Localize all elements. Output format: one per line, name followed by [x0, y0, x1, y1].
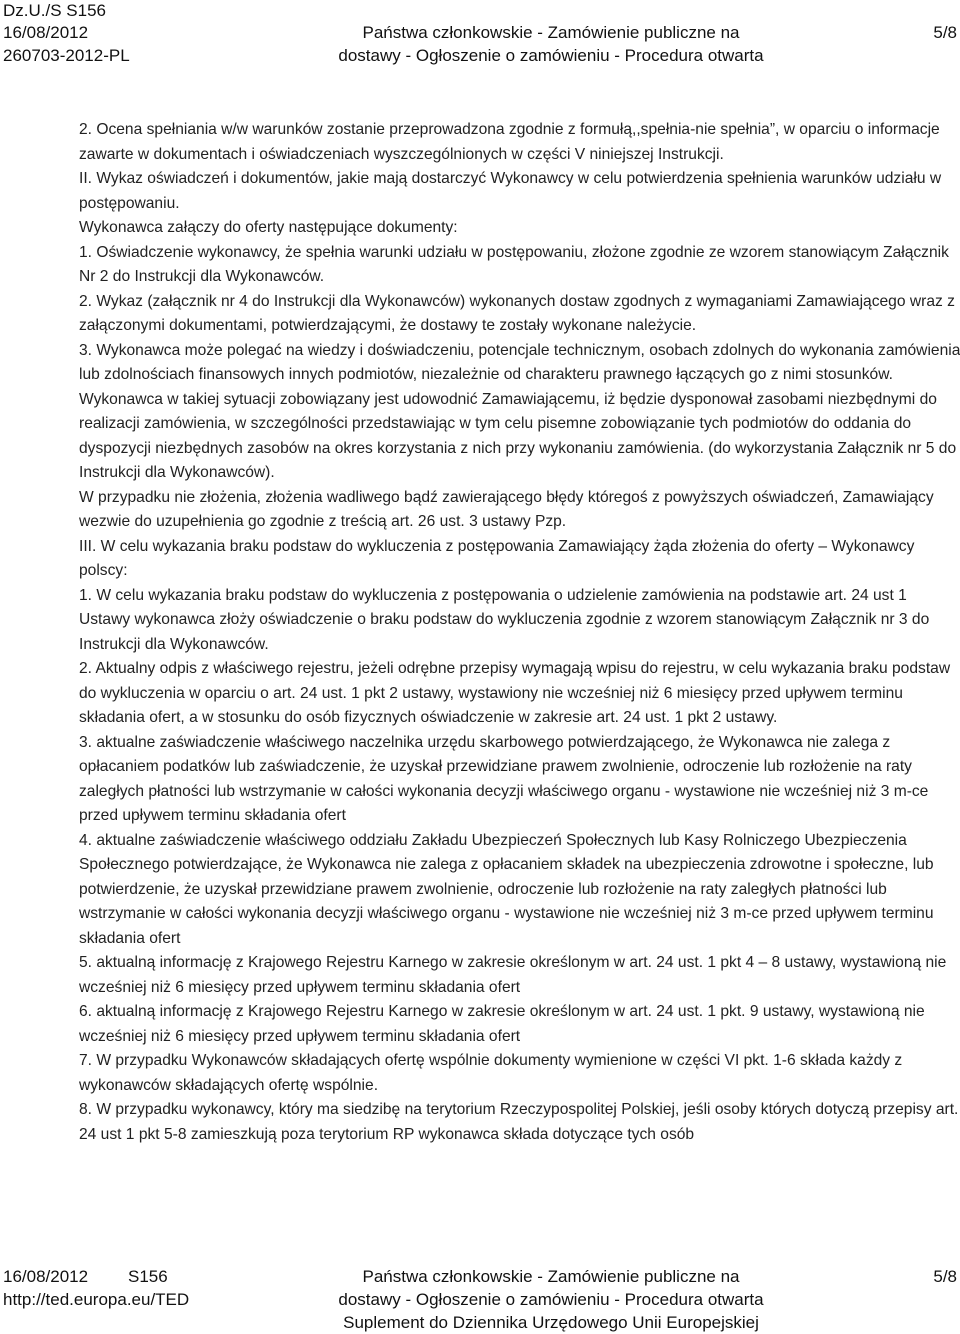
paragraph: 3. aktualne zaświadczenie właściwego naczelnika urzędu skarbowego potwierdzającego, że Wykonawca nie zalega z opłacaniem podatków lub zaświadczenie, że uzyskał przewidziane prawem zwolnienie, odroczenie lub rozłożenie na raty zaległych płatności lub wstrzymanie w całości wykonania decyzji właściwego organu - wystawione nie wcześniej niż 3 m-ce przed upływem terminu składania ofert — [79, 733, 929, 824]
paragraph: Wykonawca załączy do oferty następujące dokumenty: — [79, 219, 458, 236]
header-title-line-1: Państwa członkowskie - Zamówienie publiczne na — [362, 23, 740, 42]
footer-page-number: 5/8 — [933, 1267, 957, 1286]
page-header — [0, 0, 960, 66]
paragraph: 7. W przypadku Wykonawców składających ofertę wspólnie dokumenty wymienione w części VI pkt. 1-6 składa każdy z wykonawców składających ofertę wspólnie. — [79, 1052, 903, 1094]
footer-series: S156 — [128, 1267, 168, 1286]
paragraph: 6. aktualną informację z Krajowego Rejestru Karnego w zakresie określonym w art. 24 ust. 1 pkt. 9 ustawy, wystawioną nie wcześniej niż 6 miesięcy przed upływem terminu składania ofert — [79, 1003, 925, 1045]
paragraph: 3. Wykonawca może polegać na wiedzy i doświadczeniu, potencjale technicznym, osobach zdolnych do wykonania zamówienia lub zdolnościach finansowych innych podmiotów, niezależnie od charakteru prawnego łączących go z nimi stosunków. Wykonawca w takiej sytuacji zobowiązany jest udowodnić Zamawiającemu, iż będzie dysponował zasobami niezbędnymi do realizacji zamówienia, w szczególności przedstawiając w tym celu pisemne zobowiązanie tych podmiotów do oddania do dyspozycji niezbędnych zasobów na okres korzystania z nich przy wykonaniu zamówienia. (do wykorzystania Załącznik nr 5 do Instrukcji dla Wykonawców). — [79, 341, 960, 481]
paragraph: II. Wykaz oświadczeń i dokumentów, jakie mają dostarczyć Wykonawcy w celu potwierdzenia spełnienia warunków udziału w postępowaniu. — [79, 170, 942, 212]
paragraph: 2. Wykaz (załącznik nr 4 do Instrukcji dla Wykonawców) wykonanych dostaw zgodnych z wymaganiami Zamawiającego wraz z załączonymi dokumentami, potwierdzającymi, że dostawy te zostały wykonane należycie. — [79, 292, 955, 334]
paragraph: W przypadku nie złożenia, złożenia wadliwego bądź zawierającego błędy któregoś z powyższych oświadczeń, Zamawiający wezwie do uzupełnienia go zgodnie z treścią art. 26 ust. 3 ustawy Pzp. — [79, 488, 934, 530]
header-title-line-2: dostawy - Ogłoszenie o zamówieniu - Procedura otwarta — [338, 46, 764, 65]
footer-title-line-2: dostawy - Ogłoszenie o zamówieniu - Procedura otwarta — [338, 1290, 764, 1309]
footer-url[interactable]: http://ted.europa.eu/TED — [3, 1290, 190, 1309]
footer-title-line-3: Suplement do Dziennika Urzędowego Unii Europejskiej — [343, 1313, 759, 1332]
paragraph: 1. W celu wykazania braku podstaw do wykluczenia z postępowania o udzielenie zamówienia na podstawie art. 24 ust 1 Ustawy wykonawca złoży oświadczenie o braku podstaw do wykluczenia zgodnie z wzorem stanowiącym Załącznik nr 3 do Instrukcji dla Wykonawców. — [79, 586, 930, 653]
paragraph: III. W celu wykazania braku podstaw do wykluczenia z postępowania Zamawiający żąda złożenia do oferty – Wykonawcy polscy: — [79, 537, 915, 579]
page-footer — [0, 1266, 960, 1334]
footer-title-line-1: Państwa członkowskie - Zamówienie publiczne na — [362, 1267, 740, 1286]
paragraph: 8. W przypadku wykonawcy, który ma siedzibę na terytorium Rzeczypospolitej Polskiej, jeśli osoby których dotyczą przepisy art. 24 ust 1 pkt 5-8 zamieszkują poza terytorium RP wykonawca składa dotyczące tych osób — [79, 1101, 959, 1143]
paragraph: 4. aktualne zaświadczenie właściwego oddziału Zakładu Ubezpieczeń Społecznych lub Kasy Rolniczego Ubezpieczenia Społecznego potwierdzające, że Wykonawca nie zalega z opłacaniem składek na ubezpieczenia zdrowotne i społeczne, lub potwierdzenie, że uzyskał przewidziane prawem zwolnienie, odroczenie lub rozłożenie na raty zaległych płatności lub wstrzymanie w całości wykonania decyzji właściwego organu - wystawione nie wcześniej niż 3 m-ce przed upływem terminu składania ofert — [79, 831, 934, 947]
paragraph: 2. Aktualny odpis z właściwego rejestru, jeżeli odrębne przepisy wymagają wpisu do rejestru, w celu wykazania braku podstaw do wykluczenia w oparciu o art. 24 ust. 1 pkt 2 ustawy, wystawiony nie wcześniej niż 6 miesięcy przed upływem terminu składania ofert, a w stosunku do osób fizycznych oświadczenie w zakresie art. 24 ust. 1 pkt 2 ustawy. — [79, 660, 951, 726]
journal-reference: Dz.U./S S156 — [3, 1, 106, 20]
notice-id: 260703-2012-PL — [3, 46, 130, 65]
paragraph: 1. Oświadczenie wykonawcy, że spełnia warunki udziału w postępowaniu, złożone zgodnie ze wzorem stanowiącym Załącznik Nr 2 do Instrukcji dla Wykonawców. — [79, 243, 949, 285]
paragraph: 5. aktualną informację z Krajowego Rejestru Karnego w zakresie określonym w art. 24 ust. 1 pkt 4 – 8 ustawy, wystawioną nie wcześniej niż 6 miesięcy przed upływem terminu składania ofert — [79, 954, 947, 996]
document-body — [79, 118, 960, 1147]
header-date: 16/08/2012 — [3, 23, 89, 42]
header-page-number: 5/8 — [933, 23, 957, 42]
paragraph: 2. Ocena spełniania w/w warunków zostanie przeprowadzona zgodnie z formułą,,spełnia-nie spełnia”, w oparciu o informacje zawarte w dokumentach i oświadczeniach wyszczególnionych w części V niniejszej Instrukcji. — [79, 121, 940, 163]
footer-date: 16/08/2012 — [3, 1267, 89, 1286]
